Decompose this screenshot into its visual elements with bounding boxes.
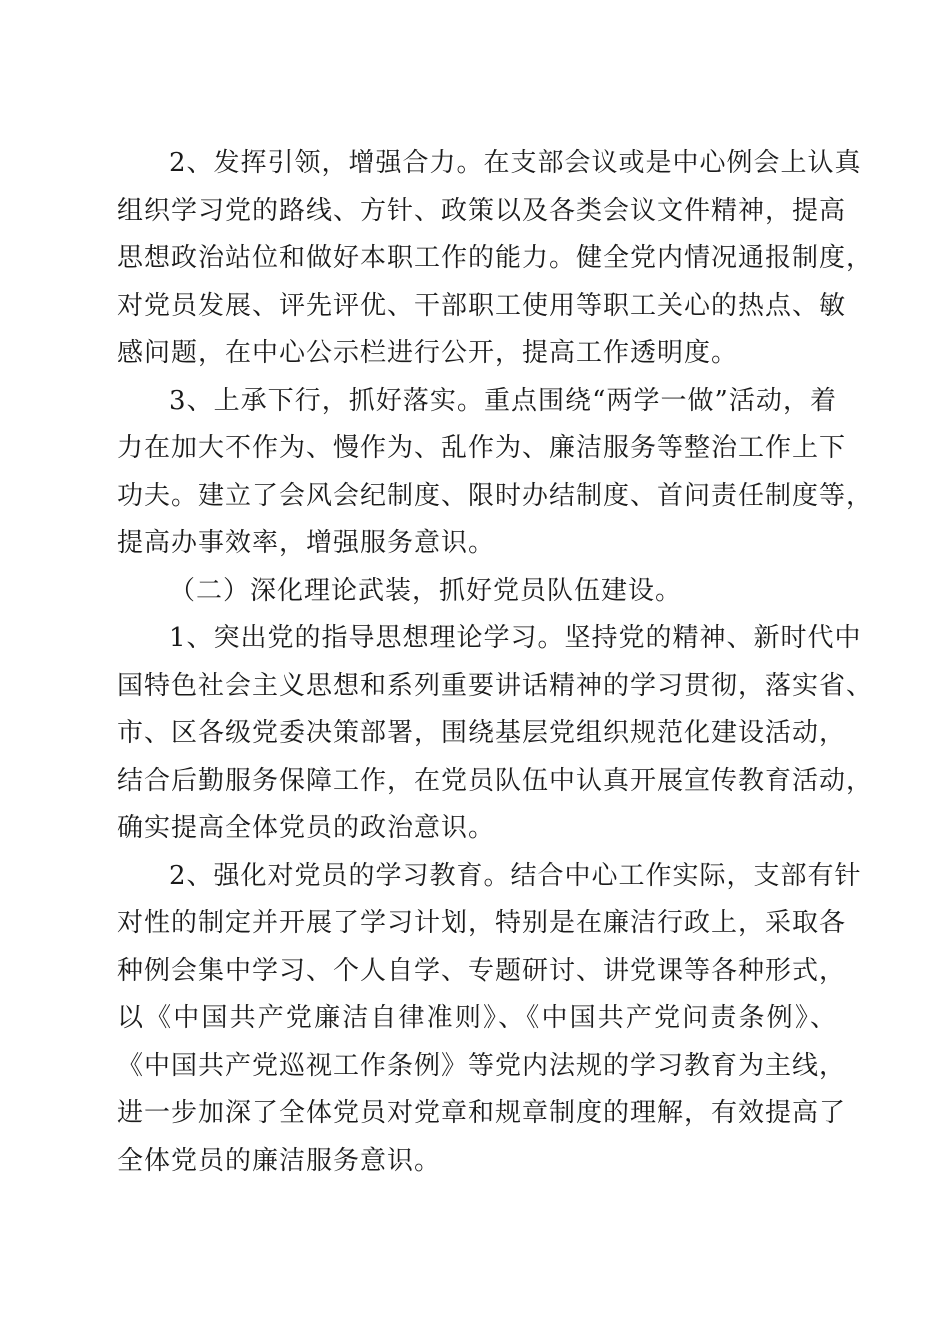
- document-body: [117, 140, 874, 1185]
- paragraph-line: 提高办事效率，增强服务意识。: [117, 528, 496, 558]
- paragraph-line: 结合后勤服务保障工作，在党员队伍中认真开展宣传教育活动，: [117, 765, 874, 796]
- paragraph-line: 感问题，在中心公示栏进行公开，提高工作透明度。: [117, 338, 739, 368]
- paragraph-line: 以《中国共产党廉洁自律准则》、《中国共产党问责条例》、: [117, 1003, 837, 1033]
- paragraph-line: 确实提高全体党员的政治意识。: [117, 813, 496, 843]
- paragraph-line: 种例会集中学习、个人自学、专题研讨、讲党课等各种形式，: [117, 955, 847, 986]
- paragraph-line: 1、突出党的指导思想理论学习。坚持党的精神、新时代中: [169, 623, 862, 653]
- paragraph-line: 3、上承下行，抓好落实。重点围绕“两学一做”活动，着: [169, 385, 837, 416]
- paragraph-line: 对性的制定并开展了学习计划，特别是在廉洁行政上，采取各: [117, 908, 847, 938]
- paragraph-line: 组织学习党的路线、方针、政策以及各类会议文件精神，提高: [117, 195, 847, 226]
- paragraph-line: 思想政治站位和做好本职工作的能力。健全党内情况通报制度，: [117, 243, 874, 273]
- paragraph-line: 2、强化对党员的学习教育。结合中心工作实际，支部有针: [169, 860, 862, 891]
- paragraph-line: 进一步加深了全体党员对党章和规章制度的理解，有效提高了: [117, 1098, 847, 1128]
- section-heading: （二）深化理论武装，抓好党员队伍建设。: [169, 575, 683, 606]
- paragraph-line: 《中国共产党巡视工作条例》等党内法规的学习教育为主线，: [117, 1050, 847, 1081]
- paragraph-line: 力在加大不作为、慢作为、乱作为、廉洁服务等整治工作上下: [117, 433, 847, 463]
- paragraph-line: 2、发挥引领，增强合力。在支部会议或是中心例会上认真: [169, 148, 862, 178]
- paragraph-line: 对党员发展、评先评优、干部职工使用等职工关心的热点、敏: [117, 290, 847, 321]
- paragraph-line: 全体党员的廉洁服务意识。: [117, 1145, 442, 1176]
- paragraph-line: 市、区各级党委决策部署，围绕基层党组织规范化建设活动，: [117, 718, 847, 748]
- paragraph-line: 国特色社会主义思想和系列重要讲话精神的学习贯彻，落实省、: [117, 670, 874, 701]
- paragraph-line: 功夫。建立了会风会纪制度、限时办结制度、首问责任制度等，: [117, 480, 874, 511]
